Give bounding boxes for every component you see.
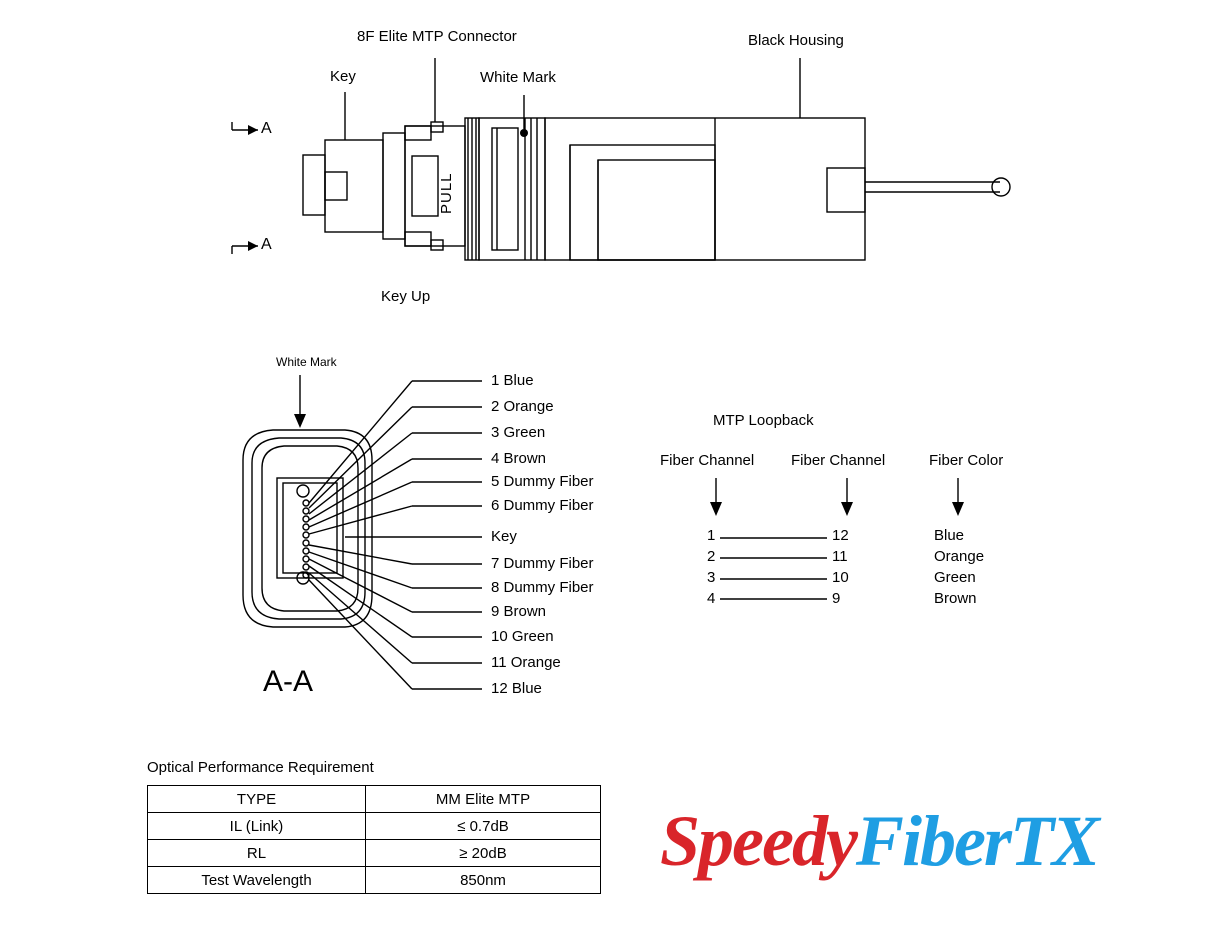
logo-part-speedy: Speedy xyxy=(660,801,856,881)
loopback-left-channel: 1 xyxy=(707,527,716,544)
label-section-aa: A-A xyxy=(263,665,314,698)
pin-label: 6 Dummy Fiber xyxy=(491,497,594,514)
table-cell-value: ≤ 0.7dB xyxy=(366,813,601,840)
loopback-right-channel: 9 xyxy=(832,590,841,607)
loopback-right-channels xyxy=(832,525,849,609)
table-cell-value: MM Elite MTP xyxy=(366,786,601,813)
label-key-up: Key Up xyxy=(381,288,431,305)
pin-label: 8 Dummy Fiber xyxy=(491,579,594,596)
loopback-fiber-color: Green xyxy=(934,569,976,586)
table-row xyxy=(148,840,601,867)
loopback-left-channel: 3 xyxy=(707,569,716,586)
pin-label: 4 Brown xyxy=(491,450,547,467)
pin-label: 11 Orange xyxy=(491,654,561,671)
loopback-right-channel: 12 xyxy=(832,527,849,544)
table-row xyxy=(148,867,601,894)
pin-label: 1 Blue xyxy=(491,372,534,389)
loopback-header-left: Fiber Channel xyxy=(660,452,755,469)
performance-table xyxy=(147,785,601,894)
label-key: Key xyxy=(330,68,356,85)
pin-label: 5 Dummy Fiber xyxy=(491,473,594,490)
loopback-fiber-color: Brown xyxy=(934,590,977,607)
pin-label: Key xyxy=(491,528,517,545)
table-cell-label: TYPE xyxy=(148,786,366,813)
pin-label: 2 Orange xyxy=(491,398,554,415)
logo-part-tx: TX xyxy=(1009,801,1098,881)
label-connector: 8F Elite MTP Connector xyxy=(357,28,517,45)
loopback-left-channel: 4 xyxy=(707,590,716,607)
pin-label: 7 Dummy Fiber xyxy=(491,555,594,572)
loopback-header-right: Fiber Channel xyxy=(791,452,886,469)
logo-wordmark xyxy=(660,801,1098,881)
loopback-left-channel: 2 xyxy=(707,548,716,565)
loopback-title: MTP Loopback xyxy=(713,412,814,429)
loopback-fiber-colors xyxy=(934,525,984,609)
loopback-header-color: Fiber Color xyxy=(929,452,1004,469)
loopback-right-channel: 11 xyxy=(832,548,848,565)
pin-label: 12 Blue xyxy=(491,680,542,697)
pin-label: 10 Green xyxy=(491,628,554,645)
label-white-mark-top: White Mark xyxy=(480,69,556,86)
pin-label: 9 Brown xyxy=(491,603,547,620)
table-row xyxy=(148,786,601,813)
table-row xyxy=(148,813,601,840)
loopback-fiber-color: Blue xyxy=(934,527,965,544)
pin-label: 3 Green xyxy=(491,424,546,441)
table-cell-label: Test Wavelength xyxy=(148,867,366,894)
brand-logo xyxy=(660,800,1160,900)
label-section-mark-top: A xyxy=(261,120,272,137)
performance-title: Optical Performance Requirement xyxy=(147,759,374,776)
label-section-mark-bottom: A xyxy=(261,236,272,253)
loopback-fiber-color: Orange xyxy=(934,548,985,565)
table-cell-value: 850nm xyxy=(366,867,601,894)
label-pull-tab: PULL xyxy=(438,172,455,214)
loopback-right-channel: 10 xyxy=(832,569,849,586)
label-white-mark-section: White Mark xyxy=(276,355,337,369)
logo-part-fiber: Fiber xyxy=(855,801,1010,881)
table-cell-value: ≥ 20dB xyxy=(366,840,601,867)
label-black-housing: Black Housing xyxy=(748,32,844,49)
table-cell-label: IL (Link) xyxy=(148,813,366,840)
table-cell-label: RL xyxy=(148,840,366,867)
loopback-left-channels xyxy=(707,525,715,609)
